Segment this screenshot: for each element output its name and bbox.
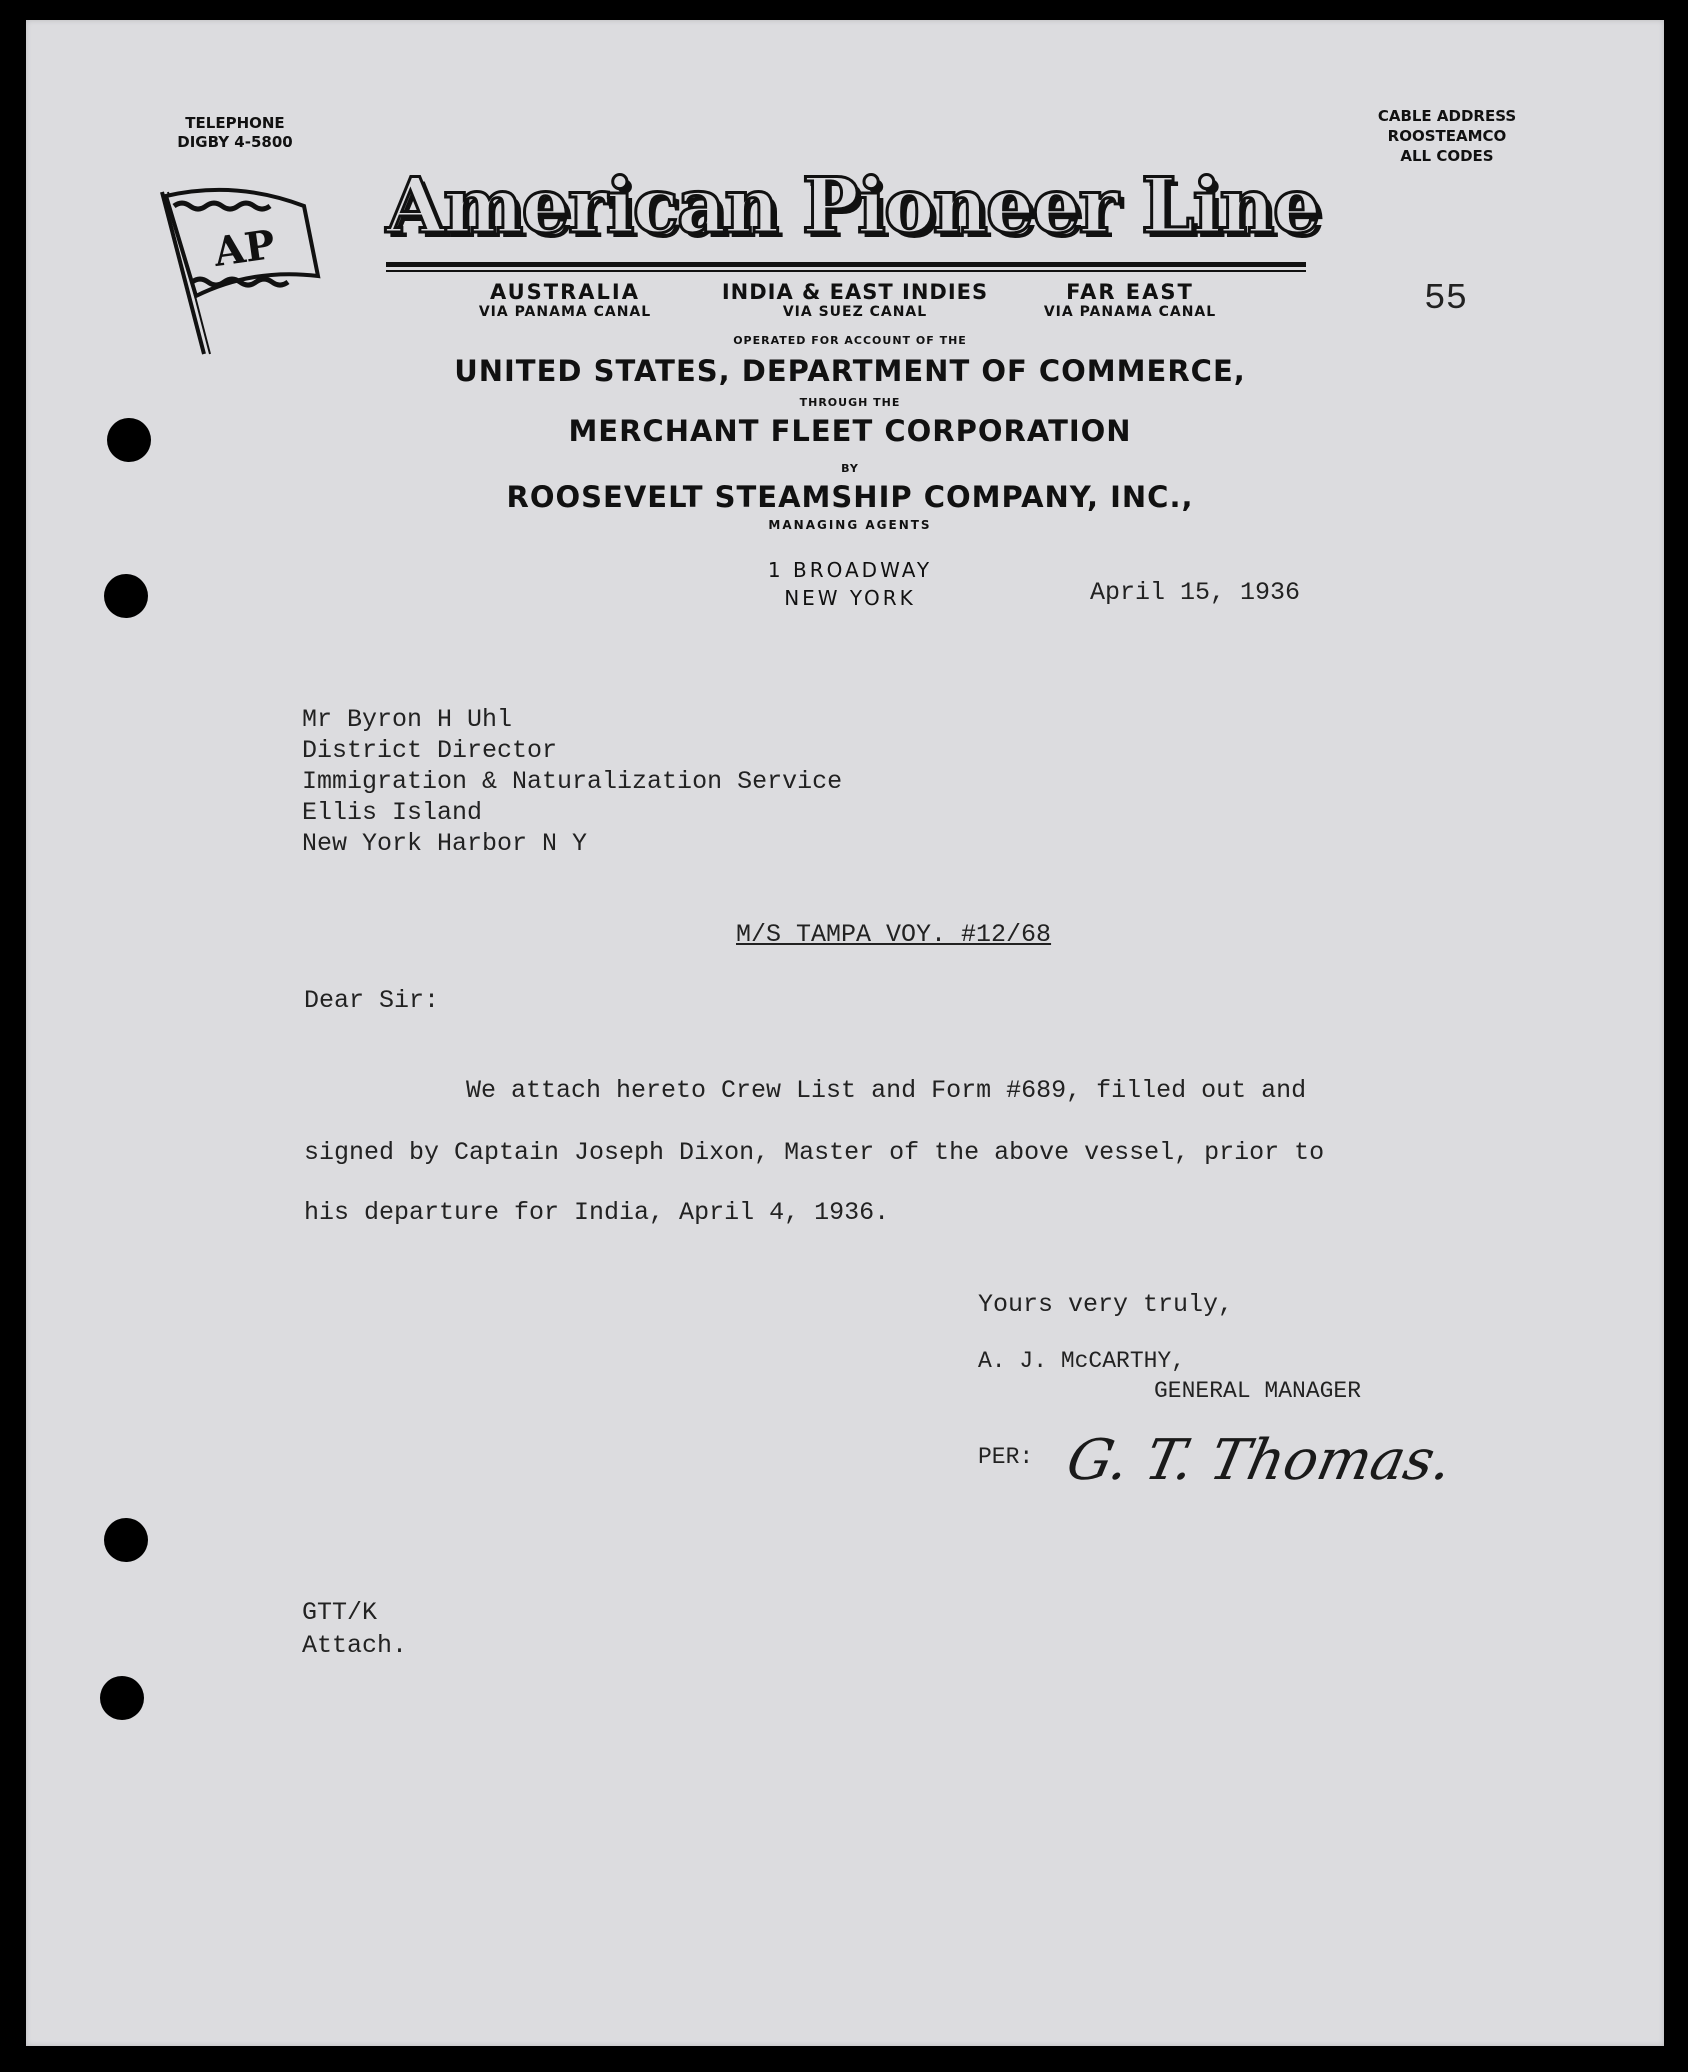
department-line: UNITED STATES, DEPARTMENT OF COMMERCE, (454, 354, 1246, 388)
route-via: VIA PANAMA CANAL (478, 304, 652, 320)
cable-address-label: CABLE ADDRESS (1377, 107, 1517, 125)
punch-hole (104, 574, 148, 618)
flag-logo (156, 186, 326, 358)
brand-name: American Pioneer Line (386, 161, 1319, 250)
body-line: We attach hereto Crew List and Form #689, filled out and (466, 1076, 1307, 1105)
telephone-label: TELEPHONE (185, 114, 285, 132)
cable-block (1352, 106, 1542, 166)
through-line: THROUGH THE (799, 396, 901, 409)
by-line: BY (841, 462, 859, 475)
telephone-number: DIGBY 4-5800 (177, 133, 293, 151)
punch-hole (100, 1676, 144, 1720)
punch-hole (104, 1518, 148, 1562)
page-number: 55 (1424, 278, 1468, 319)
salutation: Dear Sir: (304, 986, 440, 1015)
recipient-line: Mr Byron H Uhl (302, 705, 513, 734)
signer-name: A. J. McCARTHY, (978, 1348, 1186, 1374)
address-line: 1 BROADWAY (767, 558, 933, 582)
recipient-block (302, 704, 842, 859)
reference-block (302, 1596, 407, 1662)
route-india (700, 280, 1010, 320)
cable-code: ROOSTEAMCO (1387, 127, 1507, 145)
letter-date: April 15, 1936 (1090, 578, 1301, 607)
route-name: AUSTRALIA (490, 280, 640, 304)
route-far-east (1000, 280, 1260, 320)
agents-line: MANAGING AGENTS (768, 518, 932, 532)
fleet-line: MERCHANT FLEET CORPORATION (568, 414, 1132, 448)
operated-line: OPERATED FOR ACCOUNT OF THE (733, 334, 967, 347)
handwritten-signature: G. T. Thomas. (1061, 1428, 1459, 1493)
company-line: ROOSEVELT STEAMSHIP COMPANY, INC., (506, 480, 1194, 514)
recipient-line: Immigration & Naturalization Service (302, 767, 843, 796)
punch-hole (107, 418, 151, 462)
route-via: VIA SUEZ CANAL (782, 304, 928, 320)
brand-wordmark (386, 158, 1319, 258)
route-name: FAR EAST (1066, 280, 1194, 304)
body-line: signed by Captain Joseph Dixon, Master of the above vessel, prior to (304, 1138, 1325, 1167)
enclosure-note: Attach. (302, 1631, 408, 1660)
flag-monogram: AP (210, 220, 278, 277)
reference-initials: GTT/K (302, 1598, 378, 1627)
all-codes: ALL CODES (1400, 147, 1494, 165)
per-label: PER: (978, 1444, 1034, 1470)
recipient-line: District Director (302, 736, 558, 765)
recipient-line: Ellis Island (302, 798, 483, 827)
subject-line: M/S TAMPA VOY. #12/68 (736, 920, 1052, 949)
route-via: VIA PANAMA CANAL (1043, 304, 1217, 320)
address-line: NEW YORK (784, 586, 916, 610)
brand-underline (386, 262, 1306, 267)
signer-title: GENERAL MANAGER (1154, 1378, 1362, 1404)
closing: Yours very truly, (978, 1290, 1234, 1319)
brand-underline-thin (386, 270, 1306, 272)
recipient-line: New York Harbor N Y (302, 829, 588, 858)
company-address (700, 556, 1000, 612)
body-line: his departure for India, April 4, 1936. (304, 1198, 890, 1227)
telephone-block (150, 114, 320, 152)
route-name: INDIA & EAST INDIES (721, 280, 989, 304)
route-australia (430, 280, 700, 320)
